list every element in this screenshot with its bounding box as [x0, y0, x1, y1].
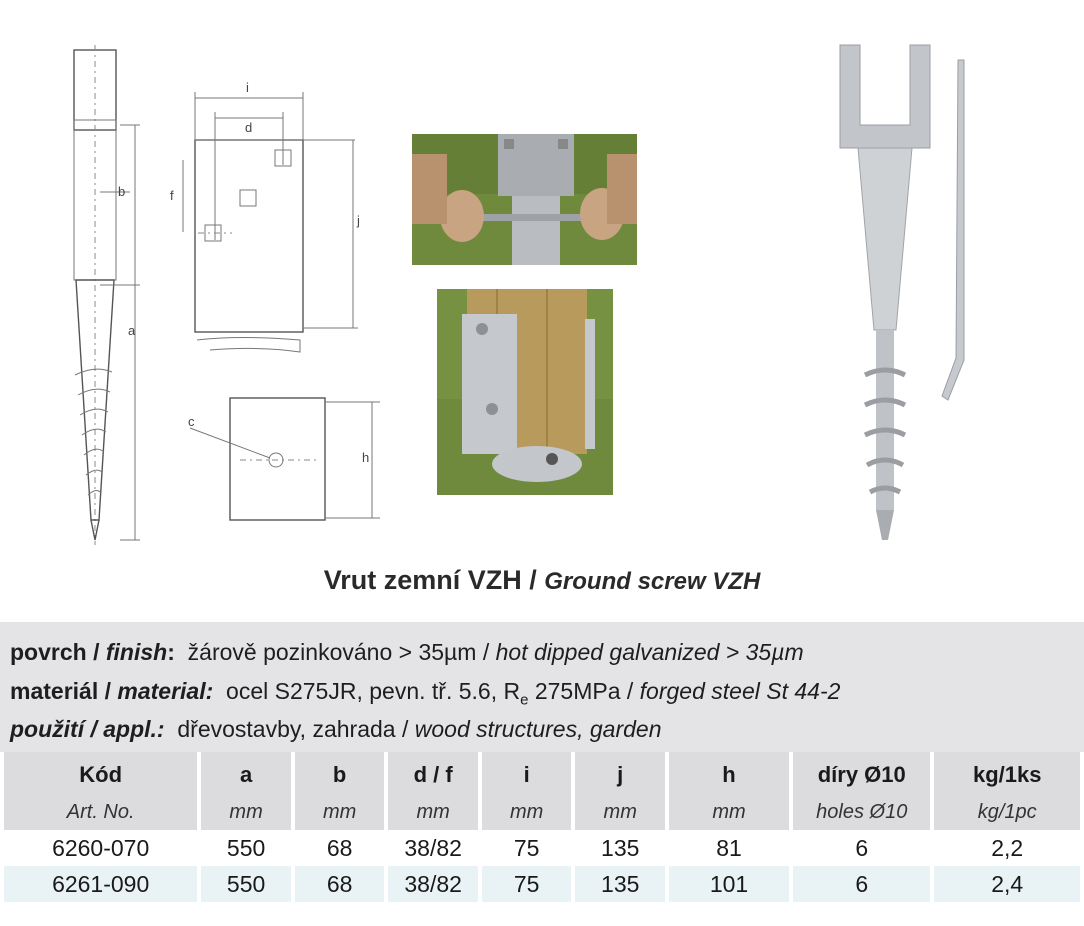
product-title: [0, 565, 1084, 596]
col-subheader: holes Ø10: [793, 794, 930, 830]
table-header-row: [4, 752, 1080, 794]
col-header: Kód: [4, 752, 197, 794]
bracket-front-view: [170, 80, 360, 352]
table-cell: 38/82: [388, 830, 478, 866]
dim-label-a: a: [128, 323, 136, 338]
table-cell: 81: [669, 830, 789, 866]
table-cell: 6: [793, 866, 930, 902]
dim-label-j: j: [357, 213, 360, 228]
table-cell: 68: [295, 830, 385, 866]
col-header: b: [295, 752, 385, 794]
spec-finish: povrch / finish: žárově pozinkováno > 35µm / hot dipped galvanized > 35µm: [10, 639, 804, 665]
table-cell: 550: [201, 866, 291, 902]
table-cell: 2,4: [934, 866, 1080, 902]
table-cell: 6261-090: [4, 866, 197, 902]
spec-material: materiál / material: ocel S275JR, pevn. tř. 5.6, $R_e$ 275MPa / forged steel St 44-2: [10, 678, 841, 709]
dim-label-h: h: [362, 450, 370, 465]
bracket-top-view: [188, 398, 380, 520]
spec-panel: [0, 622, 1084, 752]
col-header: i: [482, 752, 572, 794]
table-cell: 135: [575, 830, 665, 866]
col-subheader: mm: [669, 794, 789, 830]
dim-label-d: d: [245, 120, 253, 135]
table-cell: 75: [482, 830, 572, 866]
table-cell: 2,2: [934, 830, 1080, 866]
col-header: díry Ø10: [793, 752, 930, 794]
table-cell: 68: [295, 866, 385, 902]
col-subheader: mm: [201, 794, 291, 830]
col-subheader: kg/1pc: [934, 794, 1080, 830]
installation-photo: [412, 134, 637, 265]
table-cell: 550: [201, 830, 291, 866]
spec-use: použití / appl.: dřevostavby, zahrada / wood structures, garden: [10, 716, 662, 742]
col-subheader: mm: [388, 794, 478, 830]
dim-label-c: c: [188, 414, 195, 429]
col-header: h: [669, 752, 789, 794]
dim-label-f: f: [170, 188, 174, 203]
dimension-table: [0, 752, 1084, 902]
table-row: [4, 866, 1080, 902]
table-cell: 6260-070: [4, 830, 197, 866]
col-header: a: [201, 752, 291, 794]
table-cell: 135: [575, 866, 665, 902]
screw-side-view: [74, 45, 140, 545]
table-cell: 6: [793, 830, 930, 866]
col-subheader: mm: [482, 794, 572, 830]
table-cell: 38/82: [388, 866, 478, 902]
col-header: d / f: [388, 752, 478, 794]
col-subheader: mm: [575, 794, 665, 830]
table-row: [4, 830, 1080, 866]
title-cz: Vrut zemní VZH /: [323, 565, 537, 595]
table-subheader-row: [4, 794, 1080, 830]
dim-label-b: b: [118, 184, 126, 199]
dim-label-i: i: [246, 80, 249, 95]
technical-drawing: [0, 0, 400, 560]
col-subheader: mm: [295, 794, 385, 830]
col-header: j: [575, 752, 665, 794]
post-installed-photo: [437, 289, 613, 495]
title-en: Ground screw VZH: [544, 568, 761, 595]
col-subheader: Art. No.: [4, 794, 197, 830]
ground-screw-photo: [830, 30, 990, 550]
table-cell: 75: [482, 866, 572, 902]
col-header: kg/1ks: [934, 752, 1080, 794]
table-cell: 101: [669, 866, 789, 902]
